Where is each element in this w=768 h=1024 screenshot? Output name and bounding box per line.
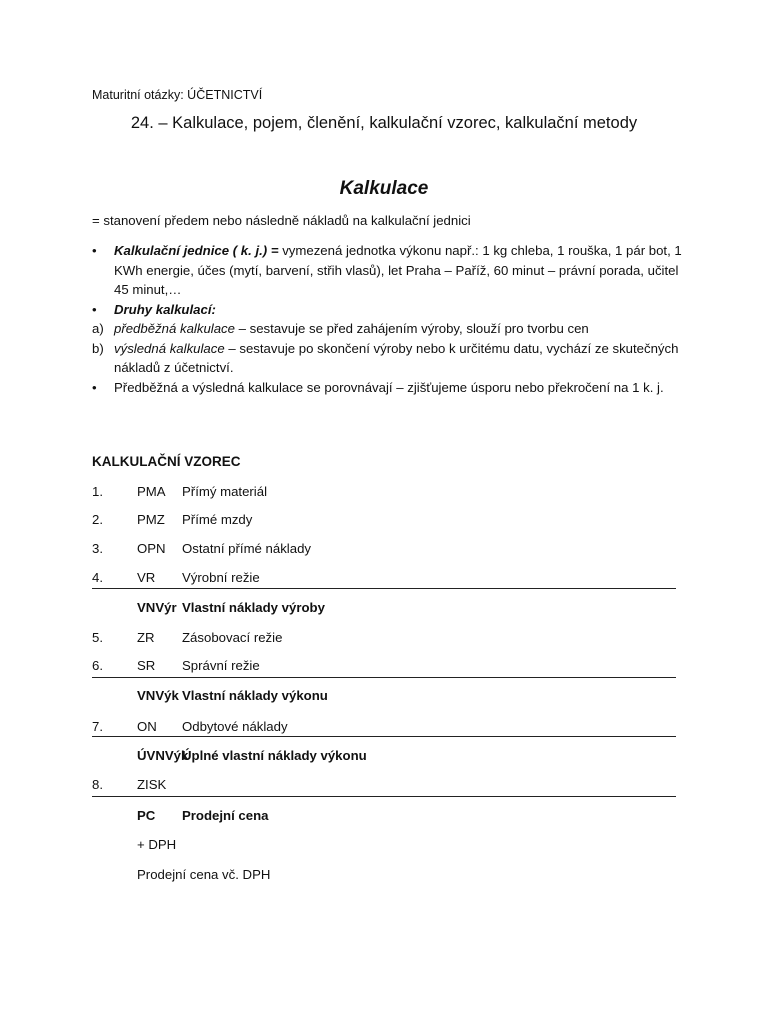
bullet-text: Předběžná a výsledná kalkulace se porovnávají – zjišťujeme úsporu nebo překročení na 1 k. j. (114, 379, 664, 395)
row-description: Zásobovací režie (182, 630, 283, 645)
row-description: Správní režie (182, 658, 260, 673)
row-description: Ostatní přímé náklady (182, 541, 312, 556)
bullet-icon: • (92, 379, 97, 395)
row-description: Přímé mzdy (182, 512, 253, 527)
row-abbreviation: SR (137, 658, 156, 673)
bullet-item-unit (92, 241, 682, 300)
row-description: Odbytové náklady (182, 719, 288, 734)
bullet-icon: • (92, 301, 97, 317)
document-header: Maturitní otázky: ÚČETNICTVÍ (92, 88, 263, 102)
row-number: 1. (92, 484, 103, 499)
sub-marker: b) (92, 340, 104, 356)
sum-divider (92, 588, 676, 589)
sub-term: výsledná kalkulace (114, 340, 225, 356)
section-heading: Kalkulace (339, 178, 429, 199)
bullet-item-compare (92, 378, 682, 398)
row-abbreviation: PMA (137, 484, 166, 499)
bullet-text: vymezená jednotka výkonu např.: 1 kg chleba, 1 rouška, 1 pár bot, 1 KWh energie, účes (mytí, barvení, střih vlasů), let Praha – Paříž, 60 minut – právní porada, učitel 45 minut,… (114, 243, 682, 297)
subtotal-description: Vlastní náklady výroby (182, 600, 325, 615)
row-abbreviation: ON (137, 719, 157, 734)
formula-row (0, 777, 768, 797)
formula-title: KALKULAČNÍ VZOREC (92, 454, 241, 469)
price-abbreviation: PC (137, 808, 156, 823)
bullet-icon: • (92, 243, 97, 258)
row-number: 3. (92, 541, 103, 556)
row-description: Výrobní režie (182, 570, 260, 585)
row-number: 5. (92, 630, 103, 645)
formula-row (0, 484, 768, 504)
subtotal-abbreviation: VNVýk (137, 688, 179, 703)
row-number: 4. (92, 570, 103, 585)
row-abbreviation: OPN (137, 541, 166, 556)
definition-text: = stanovení předem nebo následně nákladů na kalkulační jednici (92, 213, 471, 228)
sub-text: – sestavuje se před zahájením výroby, slouží pro tvorbu cen (234, 321, 589, 336)
row-description: Přímý materiál (182, 484, 267, 499)
bullet-list (92, 241, 682, 397)
subtotal-abbreviation: ÚVNVýk (137, 748, 189, 763)
bullet-item-types (92, 300, 682, 320)
sub-marker: a) (92, 321, 104, 336)
subtotal-abbreviation: VNVýr (137, 600, 177, 615)
row-number: 2. (92, 512, 103, 527)
row-abbreviation: PMZ (137, 512, 165, 527)
formula-row (0, 658, 768, 678)
formula-row (0, 541, 768, 561)
row-abbreviation: ZR (137, 630, 155, 645)
row-number: 8. (92, 777, 103, 792)
bullet-term: Druhy kalkulací (114, 301, 212, 317)
row-abbreviation: ZISK (137, 777, 167, 792)
sub-term: předběžná kalkulace (114, 321, 235, 336)
price-row (0, 808, 768, 828)
bullet-term: Kalkulační jednice ( k. j.) = (114, 243, 279, 258)
final-price-row (0, 867, 768, 887)
sub-item-b (92, 339, 682, 378)
formula-row (0, 630, 768, 650)
sum-divider (92, 796, 676, 797)
row-abbreviation: VR (137, 570, 156, 585)
subtotal-row (0, 600, 768, 620)
sub-text: – sestavuje po skončení výroby nebo k určitému datu, vychází ze skutečných nákladů z účetnictví. (114, 340, 679, 375)
sum-divider (92, 677, 676, 678)
vat-label: + DPH (137, 837, 177, 852)
row-number: 7. (92, 719, 103, 734)
subtotal-description: Úplné vlastní náklady výkonu (182, 748, 367, 763)
subtotal-row (0, 748, 768, 768)
row-number: 6. (92, 658, 103, 673)
subtotal-row (0, 688, 768, 708)
formula-row (0, 512, 768, 532)
vat-row (0, 837, 768, 857)
document-title: 24. – Kalkulace, pojem, členění, kalkulační vzorec, kalkulační metody (130, 114, 638, 132)
formula-row (0, 570, 768, 590)
price-description: Prodejní cena (182, 808, 269, 823)
subtotal-description: Vlastní náklady výkonu (182, 688, 328, 703)
sum-divider (92, 736, 676, 737)
bullet-colon: : (211, 301, 216, 317)
sub-item-a (92, 319, 682, 339)
final-price-label: Prodejní cena vč. DPH (137, 867, 271, 882)
